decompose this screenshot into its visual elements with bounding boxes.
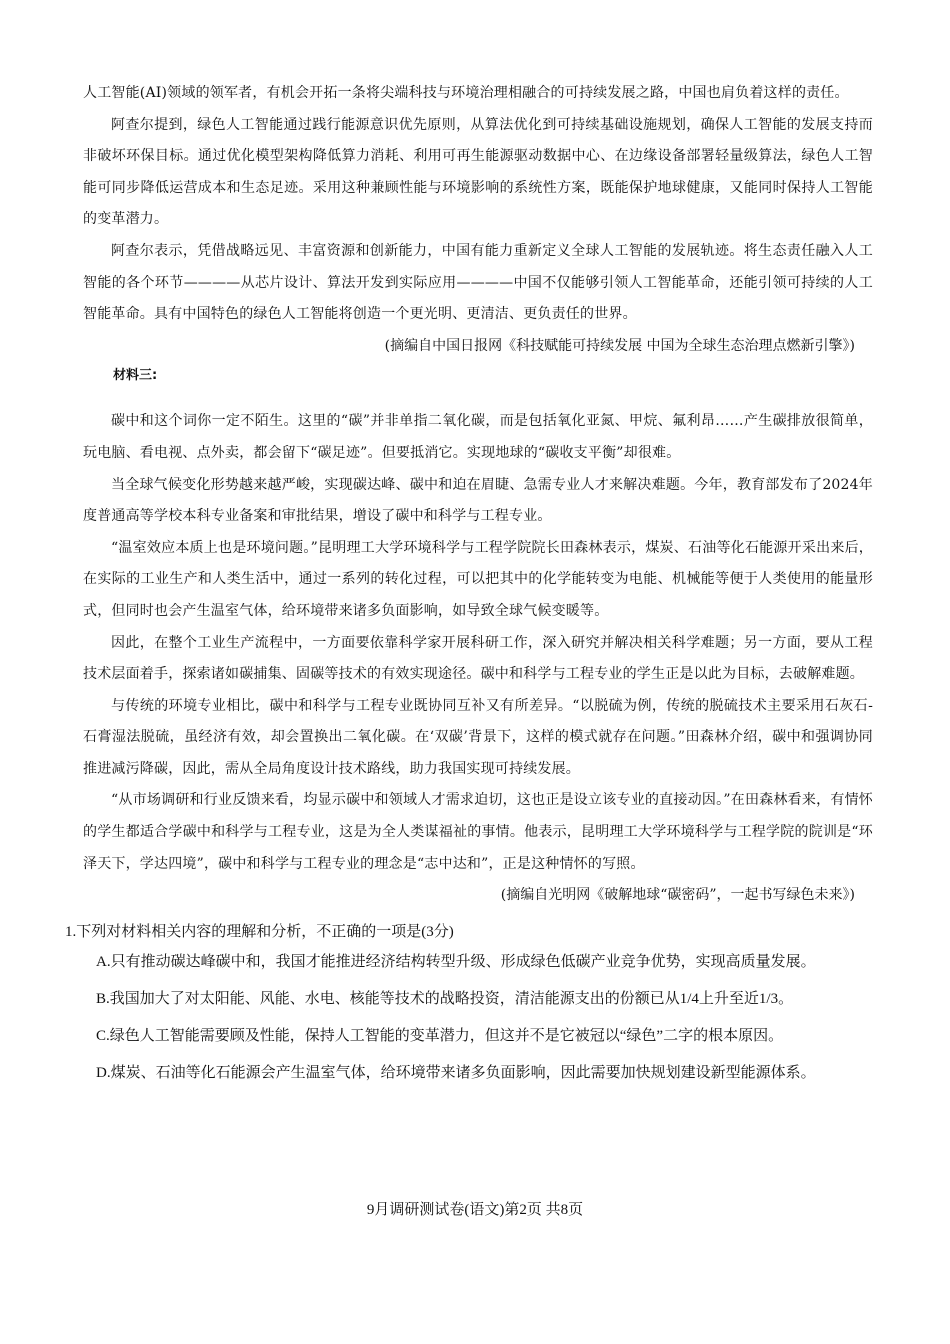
material3-paragraph-3: “温室效应本质上也是环境问题。”昆明理工大学环境科学与工程学院院长田森林表示，煤炭、石油等化石能源开采出来后，在实际的工业生产和人类生活中，通过一系列的转化过程，可以把其中的化学能转变为电能、机械能等便于人类使用的能量形式，但同时也会产生温室气体，给环境带来诸多负面影响，如导致全球气候变暖等。	[83, 539, 873, 619]
material3-paragraph-6: “从市场调研和行业反馈来看，均显示碳中和领域人才需求迫切，这也正是设立该专业的直接动因。”在田森林看来，有情怀的学生都适合学碳中和科学与工程专业，这是为全人类谋福祉的事情。他表示，昆明理工大学环境科学与工程学院的院训是“环泽天下，学达四境”，碳中和科学与工程专业的理念是“志中达和”，正是这种情怀的写照。	[83, 792, 873, 872]
material3-heading: 材料三:	[113, 368, 158, 384]
question-1-option-b: B.我国加大了对太阳能、风能、水电、核能等技术的战略投资，清洁能源支出的份额已从1/4上升至近1/3。	[96, 990, 794, 1007]
material3-paragraph-1: 碳中和这个词你一定不陌生。这里的“碳”并非单指二氧化碳，而是包括氧化亚氮、甲烷、氟利昂……产生碳排放很简单，玩电脑、看电视、点外卖，都会留下“碳足迹”。但要抵消它。实现地球的“碳收支平衡”却很难。	[83, 413, 873, 461]
material3-paragraph-5: 与传统的环境专业相比，碳中和科学与工程专业既协同互补又有所差异。“以脱硫为例，传统的脱硫技术主要采用石灰石-石膏湿法脱硫，虽经济有效，却会置换出二氧化碳。在‘双碳’背景下，这样的模式就存在问题。”田森林介绍，碳中和强调协同推进减污降碳，因此，需从全局角度设计技术路线，助力我国实现可持续发展。	[83, 697, 873, 777]
material3-paragraph-4: 因此，在整个工业生产流程中，一方面要依靠科学家开展科研工作，深入研究并解决相关科学难题；另一方面，要从工程技术层面着手，探索诸如碳捕集、固碳等技术的有效实现途径。碳中和科学与工程专业的学生正是以此为目标，去破解难题。	[83, 634, 873, 683]
question-1-option-a: A.只有推动碳达峰碳中和，我国才能推进经济结构转型升级、形成绿色低碳产业竞争优势，实现高质量发展。	[96, 953, 816, 970]
question-1-option-c: C.绿色人工智能需要顾及性能，保持人工智能的变革潜力，但这并不是它被冠以“绿色”二字的根本原因。	[96, 1027, 784, 1044]
page-content	[65, 78, 873, 1098]
material2-paragraph-3: 阿查尔表示，凭借战略远见、丰富资源和创新能力，中国有能力重新定义全球人工智能的发展轨迹。将生态责任融入人工智能的各个环节————从芯片设计、算法开发到实际应用————中国不仅能够引领人工智能革命，还能引领可持续的人工智能革命。具有中国特色的绿色人工智能将创造一个更光明、更清洁、更负责任的世界。	[83, 242, 873, 323]
material2-paragraph-1: 人工智能(AI)领域的领军者，有机会开拓一条将尖端科技与环境治理相融合的可持续发展之路，中国也肩负着这样的责任。	[83, 85, 849, 101]
material2-paragraph-2: 阿查尔提到，绿色人工智能通过践行能源意识优先原则，从算法优化到可持续基础设施规划，确保人工智能的发展支持而非破坏环保目标。通过优化模型架构降低算力消耗、利用可再生能源驱动数据中心、在边缘设备部署轻量级算法，绿色人工智能可同步降低运营成本和生态足迹。采用这种兼顾性能与环境影响的系统性方案，既能保护地球健康，又能同时保持人工智能的变革潜力。	[83, 116, 873, 228]
material3-source: (摘编自光明网《破解地球“碳密码”，一起书写绿色未来》)	[500, 887, 855, 904]
question-1-option-d: D.煤炭、石油等化石能源会产生温室气体，给环境带来诸多负面影响，因此需要加快规划建设新型能源体系。	[96, 1064, 816, 1081]
material2-source: (摘编自中国日报网《科技赋能可持续发展 中国为全球生态治理点燃新引擎》)	[384, 337, 855, 354]
material3-paragraph-2: 当全球气候变化形势越来越严峻，实现碳达峰、碳中和迫在眉睫、急需专业人才来解决难题。今年，教育部发布了2024年度普通高等学校本科专业备案和审批结果，增设了碳中和科学与工程专业。	[83, 476, 873, 525]
question-1-stem: 1.下列对材料相关内容的理解和分析，不正确的一项是(3分)	[65, 923, 454, 940]
page-footer: 9月调研测试卷(语文)第2页 共8页	[366, 1202, 584, 1218]
